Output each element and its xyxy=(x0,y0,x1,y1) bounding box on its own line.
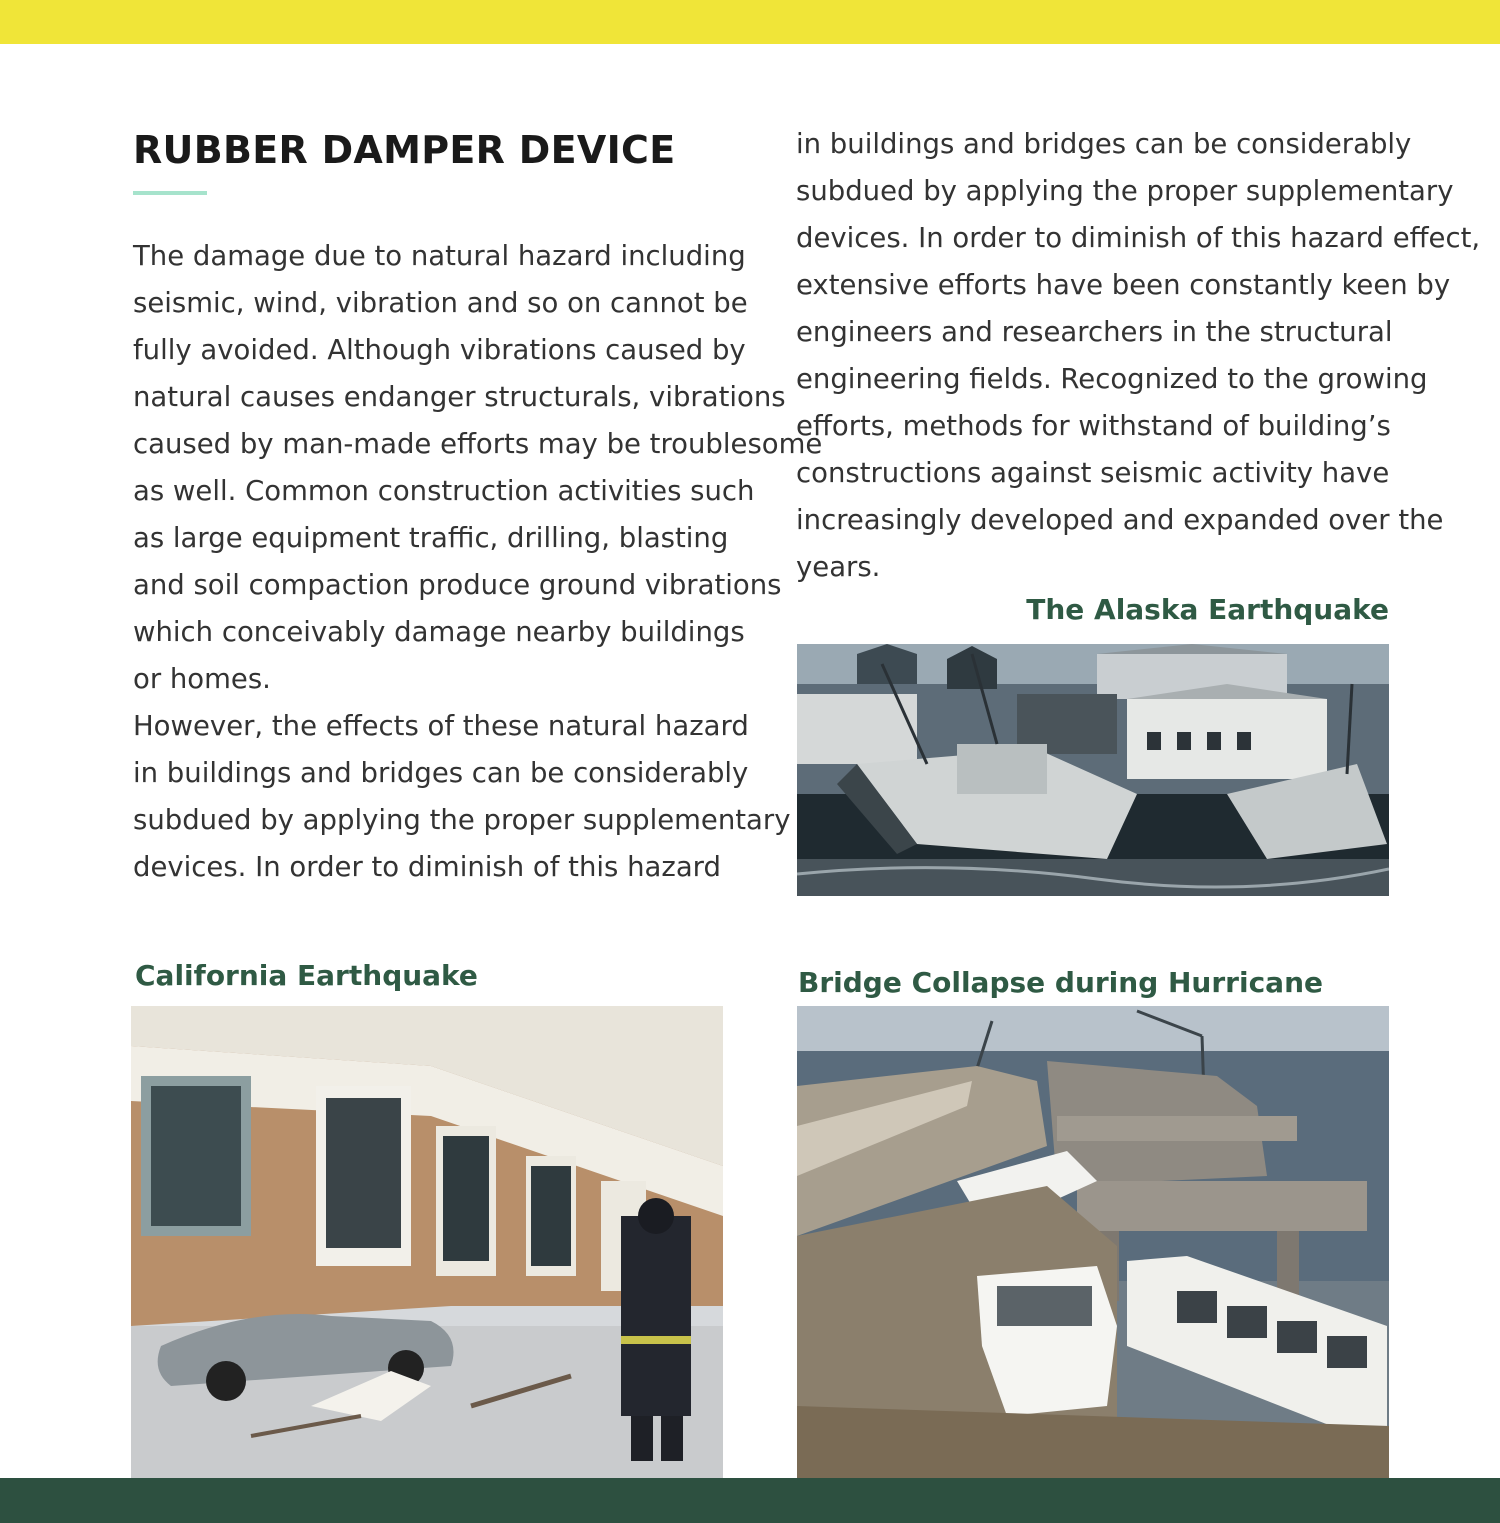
paragraph-line: subdued by applying the proper supplementary xyxy=(796,175,1454,207)
paragraph-line: devices. In order to diminish of this hazard effect, xyxy=(796,222,1481,254)
title-underline xyxy=(133,191,207,195)
paragraph-line: in buildings and bridges can be considerably xyxy=(133,757,749,789)
paragraph-line: efforts, methods for withstand of building’s xyxy=(796,410,1391,442)
paragraph-line: as well. Common construction activities such xyxy=(133,475,755,507)
photo-bridge-collapse xyxy=(797,1006,1389,1478)
paragraph-line: extensive efforts have been constantly keen by xyxy=(796,269,1451,301)
paragraph-line: which conceivably damage nearby buildings xyxy=(133,616,745,648)
paragraph-line: as large equipment traffic, drilling, blasting xyxy=(133,522,729,554)
left-text-column xyxy=(133,233,823,891)
bottom-footer-bar xyxy=(0,1478,1500,1523)
paragraph-line: However, the effects of these natural hazard xyxy=(133,710,749,742)
paragraph-line: or homes. xyxy=(133,663,271,695)
photo-alaska-earthquake xyxy=(797,644,1389,896)
caption-bridge-collapse: Bridge Collapse during Hurricane xyxy=(798,966,1323,999)
paragraph-line: seismic, wind, vibration and so on cannot be xyxy=(133,287,748,319)
paragraph-line: increasingly developed and expanded over the xyxy=(796,504,1444,536)
paragraph-line: engineering fields. Recognized to the growing xyxy=(796,363,1428,395)
paragraph-line: subdued by applying the proper supplementary xyxy=(133,804,791,836)
top-accent-bar xyxy=(0,0,1500,44)
paragraph-line: engineers and researchers in the structural xyxy=(796,316,1393,348)
paragraph-line: and soil compaction produce ground vibrations xyxy=(133,569,782,601)
paragraph-line: natural causes endanger structurals, vibrations xyxy=(133,381,786,413)
paragraph-line: years. xyxy=(796,551,881,583)
caption-california-earthquake: California Earthquake xyxy=(135,959,478,992)
caption-alaska-earthquake: The Alaska Earthquake xyxy=(1026,593,1389,626)
page-title: RUBBER DAMPER DEVICE xyxy=(133,128,676,172)
right-text-column xyxy=(796,121,1481,591)
paragraph-line: constructions against seismic activity have xyxy=(796,457,1390,489)
photo-california-earthquake xyxy=(131,1006,723,1478)
paragraph-line: devices. In order to diminish of this hazard xyxy=(133,851,721,883)
paragraph-line: in buildings and bridges can be considerably xyxy=(796,128,1412,160)
paragraph-line: fully avoided. Although vibrations caused by xyxy=(133,334,746,366)
paragraph-line: The damage due to natural hazard including xyxy=(133,240,746,272)
paragraph-line: caused by man-made efforts may be troublesome xyxy=(133,428,823,460)
